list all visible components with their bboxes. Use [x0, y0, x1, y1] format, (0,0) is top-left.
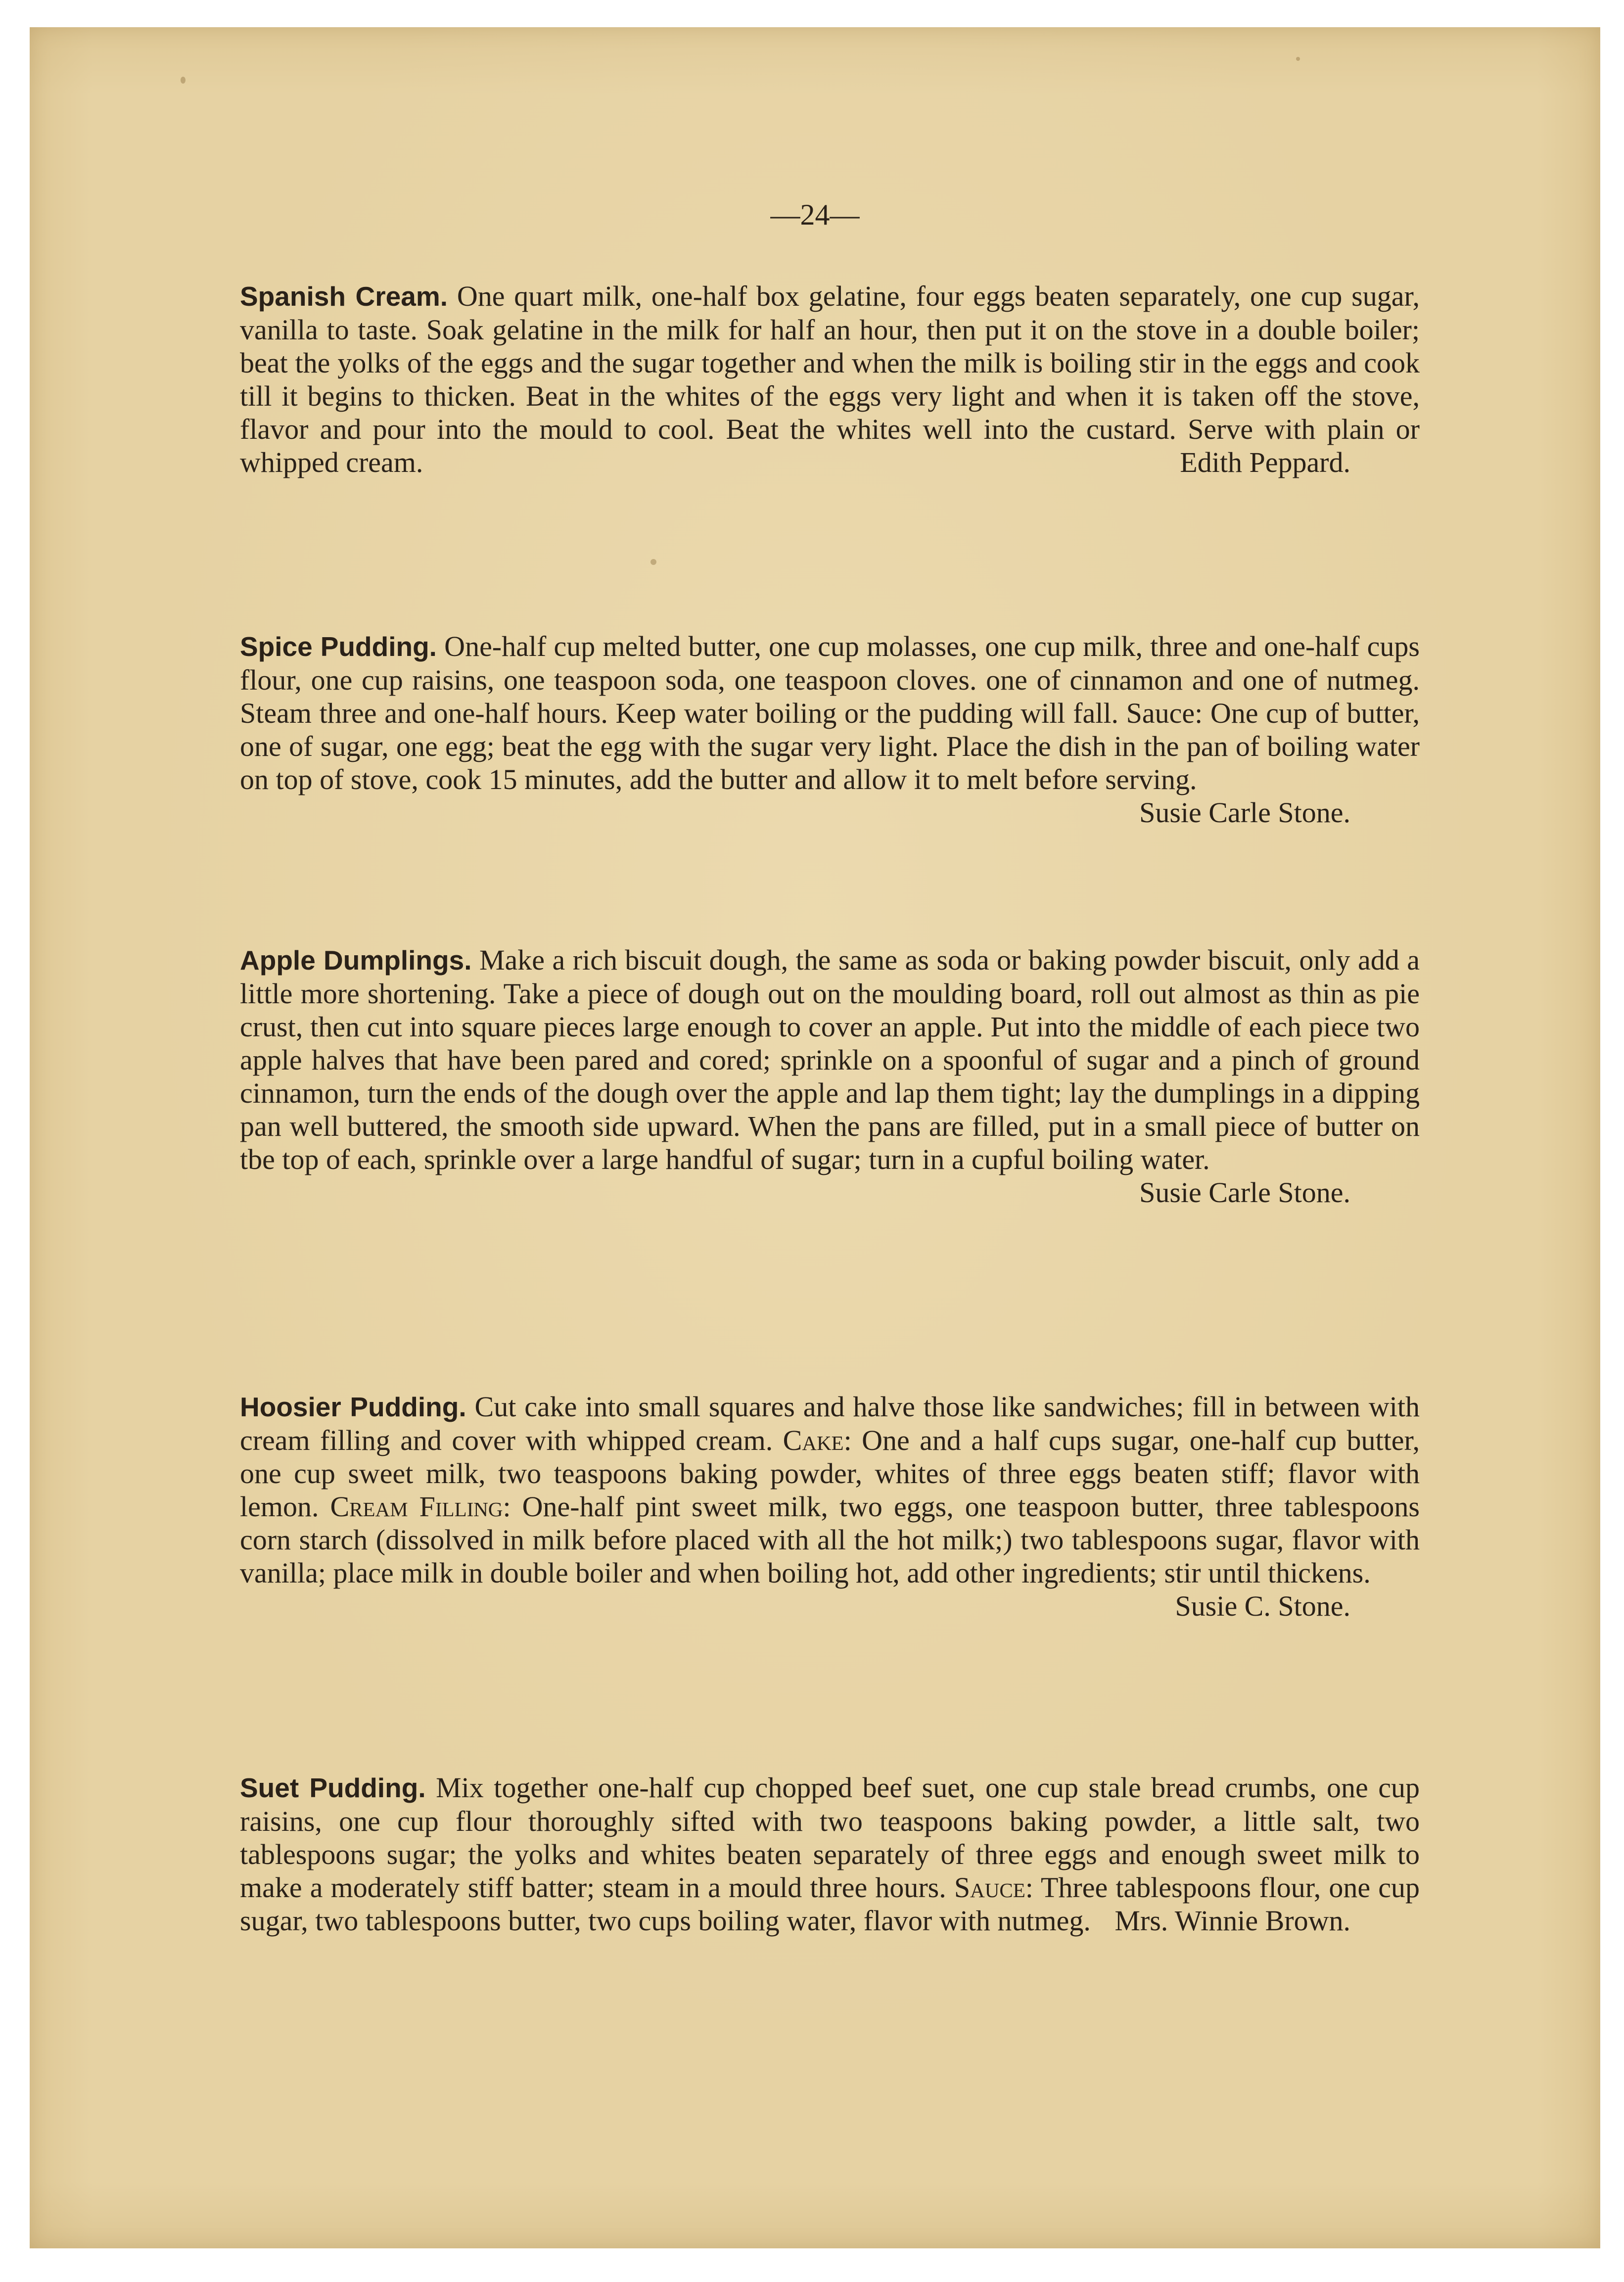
recipe-author: Susie Carle Stone.: [1139, 1176, 1350, 1209]
recipe-section-label-cake: Cake:: [783, 1424, 852, 1456]
recipe-body: Three tablespoons flour, one cup sugar, two tablespoons butter, two cups boiling water, flavor with nutmeg.: [240, 1871, 1420, 1937]
paper-speck: [181, 77, 186, 84]
recipe-author: Susie C. Stone.: [1175, 1590, 1350, 1622]
recipe-spice-pudding: [240, 630, 1420, 829]
recipe-body: One-half pint sweet milk, two eggs, one teaspoon butter, three tablespoons corn starch (dissolved in milk before placed with all the hot milk;) two tablespoons sugar, flavor with vanilla; place milk in double boiler and when boiling hot, add other ingredients; stir until thickens.: [240, 1490, 1420, 1589]
recipe-author: Mrs. Winnie Brown.: [1114, 1905, 1350, 1937]
recipe-title: Apple Dumplings.: [240, 945, 472, 976]
recipe-author: Susie Carle Stone.: [1139, 796, 1350, 829]
recipe-title: Suet Pudding.: [240, 1772, 426, 1803]
recipe-body: One quart milk, one-half box gelatine, four eggs beaten separately, one cup sugar, vanilla to taste. Soak gelatine in the milk for half an hour, then put it on the stove in a double boiler; beat the yolks of the eggs and the sugar together and when the milk is boiling stir in the eggs and cook till it begins to thicken. Beat in the whites of the eggs very light and when it is taken off the stove, flavor and pour into the mould to cool. Beat the whites well into the custard. Serve with plain or whipped cream.: [240, 280, 1420, 478]
recipe-body: Make a rich biscuit dough, the same as soda or baking powder biscuit, only add a little more shortening. Take a piece of dough out on the moulding board, roll out almost as thin as pie crust, then cut into square pieces large enough to cover an apple. Put into the middle of each piece two apple halves that have been pared and cored; sprinkle on a spoonful of sugar and a pinch of ground cinnamon, turn the ends of the dough over the apple and lap them tight; lay the dumplings in a dipping pan well buttered, the smooth side upward. When the pans are filled, put in a small piece of butter on tbe top of each, sprinkle over a large handful of sugar; turn in a cupful boiling water.: [240, 944, 1420, 1175]
recipe-title: Spice Pudding.: [240, 631, 437, 662]
book-page: [30, 27, 1600, 2248]
recipe-apple-dumplings: [240, 943, 1420, 1209]
recipe-suet-pudding: [240, 1771, 1420, 1937]
recipe-title: Spanish Cream.: [240, 281, 448, 312]
recipe-title: Hoosier Pudding.: [240, 1392, 466, 1422]
recipe-spanish-cream: [240, 279, 1420, 479]
recipe-hoosier-pudding: [240, 1390, 1420, 1623]
recipe-author: Edith Peppard.: [1180, 446, 1350, 478]
page-number: —24—: [770, 198, 860, 231]
recipe-section-label-cream-filling: Cream Filling:: [330, 1490, 511, 1523]
recipe-body: One-half cup melted butter, one cup molasses, one cup milk, three and one-half cups flour, one cup raisins, one teaspoon soda, one teaspoon cloves. one of cinnamon and one of nutmeg. Steam three and one-half hours. Keep water boiling or the pudding will fall. Sauce: One cup of butter, one of sugar, one egg; beat the egg with the sugar very light. Place the dish in the pan of boiling water on top of stove, cook 15 minutes, add the butter and allow it to melt before serving.: [240, 630, 1420, 795]
paper-speck: [1296, 57, 1300, 61]
recipe-body: Cut cake into small squares and halve those like sandwiches; fill in between with cream filling and cover with whipped cream.: [240, 1391, 1420, 1456]
recipe-body: One and a half cups sugar, one-half cup butter, one cup sweet milk, two teaspoons baking powder, whites of three eggs beaten stiff; flavor with lemon.: [240, 1424, 1420, 1523]
recipe-body: Mix together one-half cup chopped beef suet, one cup stale bread crumbs, one cup raisins, one cup flour thoroughly sifted with two teaspoons baking powder, a little salt, two tablespoons sugar; the yolks and whites beaten separately of three eggs and enough sweet milk to make a moderately stiff batter; steam in a mould three hours.: [240, 1771, 1420, 1904]
paper-speck: [650, 559, 656, 565]
recipe-section-label-sauce: Sauce:: [954, 1871, 1033, 1904]
